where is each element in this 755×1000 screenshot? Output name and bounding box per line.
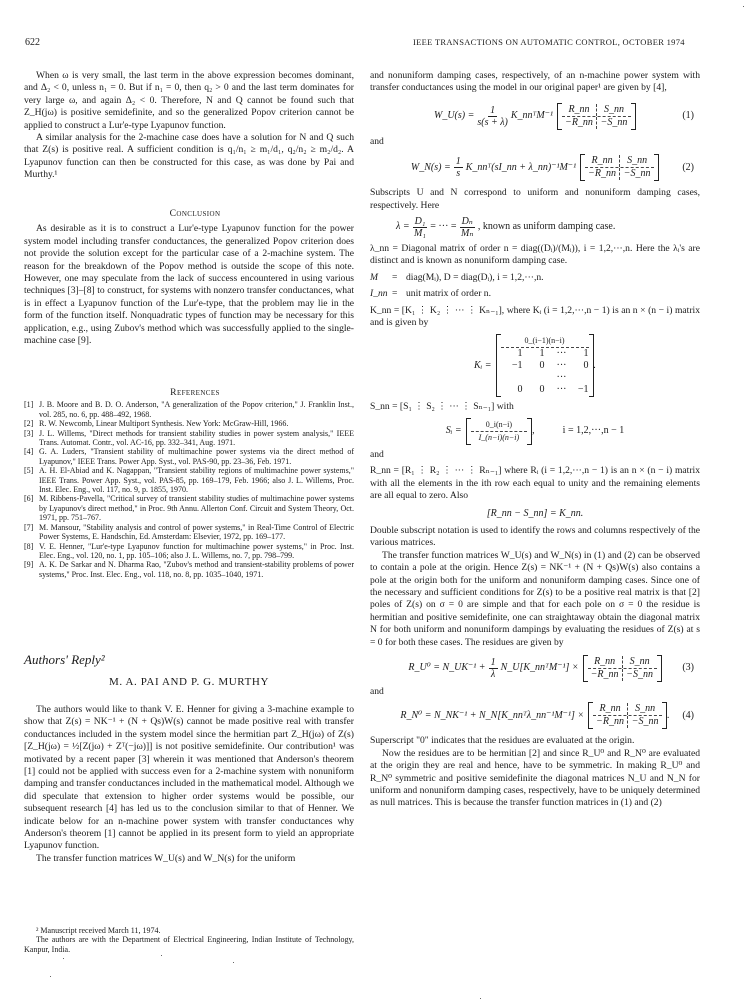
matrix-cell: 0	[539, 360, 545, 372]
reference-number: [7]	[24, 522, 34, 532]
reference-number: [8]	[24, 541, 34, 551]
matrix-cell: R_nn	[593, 703, 628, 715]
equation-text: ,	[532, 425, 535, 437]
paragraph: S_nn = [S₁ ⋮ S₂ ⋮ ··· ⋮ Sₙ₋₁] with	[370, 401, 514, 413]
reference-number: [9]	[24, 560, 34, 570]
definition-text: unit matrix of order n.	[406, 288, 491, 300]
reference-number: [1]	[24, 400, 34, 410]
matrix-cell: 0	[539, 384, 545, 396]
paragraph: When ω is very small, the last term in the above expression becomes dominant, and Δ₂ < 0, unless n₁ = 0. But if n₁ = 0, then q₂ > 0 and the last term dominates for very large ω, and again Δ₂ < 0. Therefore, N and Q cannot be found such that Z_H(jω) is positive semidefinite, and so the generalized Popov criterion cannot be applied to construct a Lur'e-type Lyapunov function.	[24, 70, 354, 131]
matrix-cell: −S_nn	[623, 168, 651, 180]
scan-speck	[50, 976, 51, 977]
fraction	[460, 216, 475, 239]
footnote	[24, 926, 354, 954]
equation-1	[370, 103, 700, 130]
matrix-cell: S_nn	[635, 703, 656, 715]
reference-item	[24, 466, 354, 494]
reply-title: Authors' Reply²	[24, 652, 105, 667]
definition-I	[370, 288, 700, 300]
numerator: 1	[490, 104, 496, 116]
reference-item	[24, 447, 354, 466]
fraction	[454, 156, 463, 179]
denominator: Mₙ	[461, 228, 474, 240]
reference-item	[24, 542, 354, 561]
numerator: 1	[490, 656, 496, 668]
left-column	[24, 70, 354, 182]
matrix-cell: S_nn	[629, 655, 650, 667]
paragraph: R_nn = [R₁ ⋮ R₂ ⋮ ··· ⋮ Rₙ₋₁] where Rᵢ (i = 1,2,···,n − 1) is an n × (n − i) matrix with all the elements in the ith row each equal to unity and the remaining elements are all equal to zero. Also	[370, 465, 700, 502]
matrix-cell: ···	[556, 372, 567, 384]
page-number: 622	[25, 37, 40, 48]
reference-text: J. B. Moore and B. D. O. Anderson, "A generalization of the Popov criterion," J. Franklin Inst., vol. 285, no. 6, pp. 488–492, 1968.	[39, 400, 354, 419]
scan-speck	[233, 962, 234, 963]
reference-text: G. A. Luders, "Transient stability of multimachine power systems via the direct method of Lyapunov," IEEE Trans. Power App. Syst., vol. PAS-90, pp. 23–36, Feb. 1971.	[39, 447, 354, 466]
denominator: s(s + λ)	[477, 116, 508, 128]
equation-4	[370, 702, 700, 729]
equation-number: (1)	[682, 110, 694, 122]
block-matrix	[580, 154, 659, 181]
fraction	[413, 216, 428, 239]
running-head: IEEE TRANSACTIONS ON AUTOMATIC CONTROL, OCTOBER 1974	[413, 37, 685, 47]
reference-text: R. W. Newcomb, Linear Multiport Synthesis. New York: McGraw-Hill, 1966.	[39, 419, 289, 429]
matrix-cell: R_nn	[585, 155, 620, 167]
equation-term: K_nnᵀ(sI_nn + λ_nn)⁻¹M⁻¹	[465, 161, 577, 173]
scan-speck	[743, 6, 744, 7]
equation-range: i = 1,2,···,n − 1	[562, 425, 625, 437]
right-column	[370, 70, 700, 810]
reference-text: M. Mansour, "Stability analysis and control of power systems," in Real-Time Control of Electric Power Systems, E. Handschin, Ed. Amsterdam: Elsevier, 1972, pp. 169–177.	[39, 522, 354, 542]
paragraph: Subscripts U and N correspond to uniform and nonuniform damping cases, respectively. Here	[370, 187, 700, 211]
definition-equals: =	[392, 288, 398, 300]
reference-text: J. L. Willems, "Direct methods for transient stability studies in power system analysis," IEEE Trans. Automat. Contr., vol. AC-16, pp. 332–341, Aug. 1971.	[39, 428, 354, 448]
paragraph: and	[370, 685, 384, 697]
scan-speck	[63, 958, 64, 959]
paragraph: Now the residues are to be hermitian [2] and since R_U⁰ and R_N⁰ are evaluated at the origin they are real and hence, have to be symmetric. In making R_U⁰ and R_N⁰ symmetric and positive semidefinite the diagonal matrices N_U and N_N for uniform and nonuniform damping cases, respectively, have to be uniquely determined as null matrices. This is because the transfer function matrices in (1) and (2)	[370, 747, 700, 809]
matrix-cell: R_nn	[562, 104, 597, 116]
matrix-cell: ···	[556, 384, 567, 396]
paragraph: The authors would like to thank V. E. Henner for giving a 3-machine example to show that Z(s) = NK⁻¹ + (N + Qs)W(s) cannot be made positive real with transfer conductances included in the system model since the hermitian part Z_H(jω) of Z(s)[Z_H(jω) = ½[Z(jω) + Zᵀ(−jω)]] is not positive semidefinite. Our contribution¹ was motivated by a recent paper [3] wherein it was mentioned that Anderson's theorem [1] could not be applied with success even for a 2-machine system with nonuniform damping and transfer conductances included in the mathematical model. Although we did speculate that extension to higher order systems would be possible, our subsequent research [4] has led us to the conclusion similar to that of Henner. We indicate below for an n-machine power system with transfer conductances why Anderson's theorem [1] cannot be applied in its present form to yield an appropriate Lyapunov function.	[24, 704, 354, 852]
reference-item	[24, 400, 354, 419]
block-matrix	[557, 103, 636, 130]
reference-item	[24, 419, 354, 428]
equation-lhs: R_N⁰ = N_NK⁻¹ + N_N[K_nnᵀλ_nn⁻¹M⁻¹] ×	[400, 709, 585, 721]
paragraph: The transfer function matrices W_U(s) and W_N(s) for the uniform	[36, 852, 296, 864]
paragraph: The transfer function matrices W_U(s) and W_N(s) in (1) and (2) can be observed to contain a pole at the origin. Hence Z(s) = NK⁻¹ + (N + Qs)W(s) also contains a pole at the origin both for the uniform and nonuniform damping cases. Since one of the necessary and sufficient conditions for Z(s) to be a positive real matrix is that [2] poles of Z(s) on σ = 0 are simple and that for each pole on σ = 0 the residue is hermitian and positive semidefinite, one can straightaway obtain the diagonal matrix N for both uniform and nonuniform dampings by evaluating the residues of Z(s) at s = 0 for both these cases. The residues are given by	[370, 549, 700, 648]
reference-text: V. E. Henner, "Lur'e-type Lyapunov function for multimachine power systems," in Proc. Inst. Elec. Eng., vol. 120, no. 1, pp. 105–106; also J. L. Willems, no. 7, pp. 798–799.	[39, 541, 354, 560]
definition-symbol: M	[370, 271, 378, 283]
denominator: M₁	[414, 228, 426, 240]
equation-text: , known as uniform damping case.	[477, 221, 616, 233]
relation-equation	[370, 508, 700, 520]
section-heading: Conclusion	[169, 208, 221, 219]
matrix-cell: −R_nn	[593, 716, 628, 728]
reply-authors: M. A. PAI AND P. G. MURTHY	[108, 676, 269, 688]
matrix-cell: −R_nn	[585, 168, 620, 180]
paragraph: As desirable as it is to construct a Lur'e-type Lyapunov function for the power system model including transfer conductances, the generalized Popov criterion does not provide the solution except for the particular case of a 2-machine system. The reason for the breakdown of the Popov method is outside the scope of this note. However, one may speculate from the lack of success encountered in using various techniques [3]–[8] to construct, for systems with nonzero transfer conductances, what is in effect a Lyapunov function of the Lur'e-type, that the problem may lie in the form of the function itself. Nonquadratic types of function may be necessary for this application, e.g., using Zubov's method which was successfully applied to the single-machine case [9].	[24, 223, 354, 347]
matrix-cell: 1	[539, 348, 545, 360]
scan-speck	[161, 955, 162, 956]
lambda-equation	[370, 216, 700, 239]
equation-lhs: R_U⁰ = N_UK⁻¹ +	[408, 662, 486, 674]
matrix-cell	[567, 372, 589, 384]
equation-lhs: W_U(s) =	[433, 110, 475, 122]
numerator: D₁	[414, 216, 426, 228]
fraction	[477, 105, 508, 128]
equation-lhs: Kᵢ =	[474, 359, 492, 371]
matrix-cell: 1	[517, 348, 523, 360]
Si-matrix	[466, 418, 533, 445]
block-matrix	[583, 655, 662, 682]
scan-speck	[480, 998, 481, 999]
equation-text: .	[593, 359, 596, 371]
equation-3	[370, 655, 700, 682]
reference-item	[24, 523, 354, 542]
matrix-cell: 1	[583, 348, 589, 360]
matrix-cell: −S_nn	[600, 116, 628, 128]
paragraph: and	[370, 448, 384, 460]
equation-2	[370, 154, 700, 181]
matrix-cell: −S_nn	[631, 716, 659, 728]
matrix-cell: 0	[517, 384, 523, 396]
equation-term: = ··· =	[430, 221, 457, 233]
definition-M	[370, 272, 700, 284]
paragraph: λ_nn = Diagonal matrix of order n = diag((Dᵢ)/(Mᵢ)), i = 1,2,···,n. Here the λᵢ's are distinct and is known as nonuniform damping case.	[370, 243, 700, 267]
reference-number: [5]	[24, 466, 34, 476]
matrix-cell	[501, 372, 523, 384]
matrix-cell: ···	[556, 348, 567, 360]
conclusion-section	[24, 208, 354, 347]
matrix-cell: −1	[511, 360, 523, 372]
reference-item	[24, 429, 354, 448]
section-heading: References	[170, 387, 220, 398]
equation-text: .	[667, 709, 670, 721]
Si-matrix-equation	[370, 418, 700, 445]
matrix-cell: 0_i(n−i)	[485, 419, 513, 429]
equation-term: N_U[K_nnᵀM⁻¹] ×	[500, 662, 579, 674]
reference-number: [4]	[24, 447, 34, 457]
paragraph: Double subscript notation is used to identify the rows and columns respectively of the various matrices.	[370, 524, 700, 549]
fraction	[489, 657, 498, 680]
equation-number: (3)	[682, 662, 694, 674]
definition-symbol: I_nn	[370, 288, 388, 300]
matrix-cell: R_nn	[588, 656, 623, 668]
reference-text: A. H. El-Abiad and K. Nagappan, "Transient stability regions of multimachine power systems," IEEE Trans. Power App. Syst., vol. PAS-85, pp. 169–179, Feb. 1966; also J. L. Willems, Proc. Inst. Elec. Eng., vol. 117, no. 9, p. 1855, 1970.	[39, 466, 354, 495]
footnote-line: The authors are with the Department of Electrical Engineering, Indian Institute of Technology, Kanpur, India.	[24, 935, 354, 954]
paragraph: A similar analysis for the 2-machine case does have a solution for N and Q such that Z(s) is positive real. A sufficient condition is q₁/n₁ ≥ m₁/d₁, q₂/n₂ ≥ m₂/d₂. A Lyapunov function can then be constructed for this case, as was done by Pai and Murthy.¹	[24, 132, 354, 181]
equation-number: (4)	[682, 709, 694, 721]
equation-lhs: Sᵢ =	[445, 425, 462, 437]
matrix-cell: 0	[583, 360, 589, 372]
reference-number: [6]	[24, 494, 34, 504]
Ki-matrix-equation	[370, 334, 700, 397]
matrix-cell: I_(n−i)(n−i)	[478, 432, 520, 442]
equation-term: K_nnᵀM⁻¹	[510, 110, 554, 122]
matrix-cell: −1	[577, 384, 589, 396]
matrix-cell: 0_(i−1)(n−i)	[524, 336, 565, 346]
reference-number: [2]	[24, 419, 34, 429]
definition-text: diag(Mᵢ), D = diag(Dᵢ), i = 1,2,···,n.	[406, 271, 544, 283]
Ki-matrix	[496, 334, 594, 397]
equation-number: (2)	[682, 161, 694, 173]
equation-text: [R_nn − S_nn] = K_nn.	[486, 507, 584, 519]
matrix-cell: −R_nn	[588, 669, 623, 681]
equation-lhs: W_N(s) =	[410, 161, 451, 173]
denominator: λ	[490, 668, 496, 680]
reference-item	[24, 560, 354, 579]
reference-number: [3]	[24, 428, 34, 438]
paragraph: K_nn = [K₁ ⋮ K₂ ⋮ ··· ⋮ Kₙ₋₁], where Kᵢ (i = 1,2,···,n − 1) is an n × (n − i) matrix and is given by	[370, 304, 700, 329]
reference-text: A. K. De Sarkar and N. Dharma Rao, "Zubov's method and transient-stability problems of power systems," Proc. Inst. Elec. Eng., vol. 118, no. 8, pp. 1035–1040, 1971.	[39, 560, 354, 579]
equation-lhs: λ =	[396, 221, 410, 233]
numerator: Dₙ	[461, 216, 473, 228]
matrix-cell: −R_nn	[562, 117, 597, 129]
definition-equals: =	[392, 271, 398, 283]
paragraph: Superscript "0" indicates that the residues are evaluated at the origin.	[370, 735, 635, 747]
references-section	[24, 388, 354, 579]
matrix-cell	[523, 372, 545, 384]
matrix-cell: −S_nn	[626, 668, 653, 680]
numerator: 1	[455, 156, 461, 168]
matrix-cell: S_nn	[604, 103, 625, 115]
paragraph: and	[370, 135, 384, 147]
reference-text: M. Ribbens-Pavella, "Critical survey of transient stability studies of multimachine power systems by Lyapunov's direct method," in Proc. 9th Annu. Allerton Conf. Circuit and System Theory, Oct. 1971, pp. 751–767.	[39, 494, 354, 523]
paragraph: and nonuniform damping cases, respectively, of an n-machine power system with transfer conductances using the model in our original paper¹ are given by [4],	[370, 70, 700, 94]
matrix-cell: S_nn	[627, 155, 648, 167]
denominator: s	[456, 168, 461, 180]
reply-body	[24, 704, 354, 865]
footnote-line: ² Manuscript received March 11, 1974.	[36, 926, 161, 935]
matrix-cell: ···	[556, 360, 567, 372]
block-matrix	[588, 702, 667, 729]
reference-item	[24, 494, 354, 522]
